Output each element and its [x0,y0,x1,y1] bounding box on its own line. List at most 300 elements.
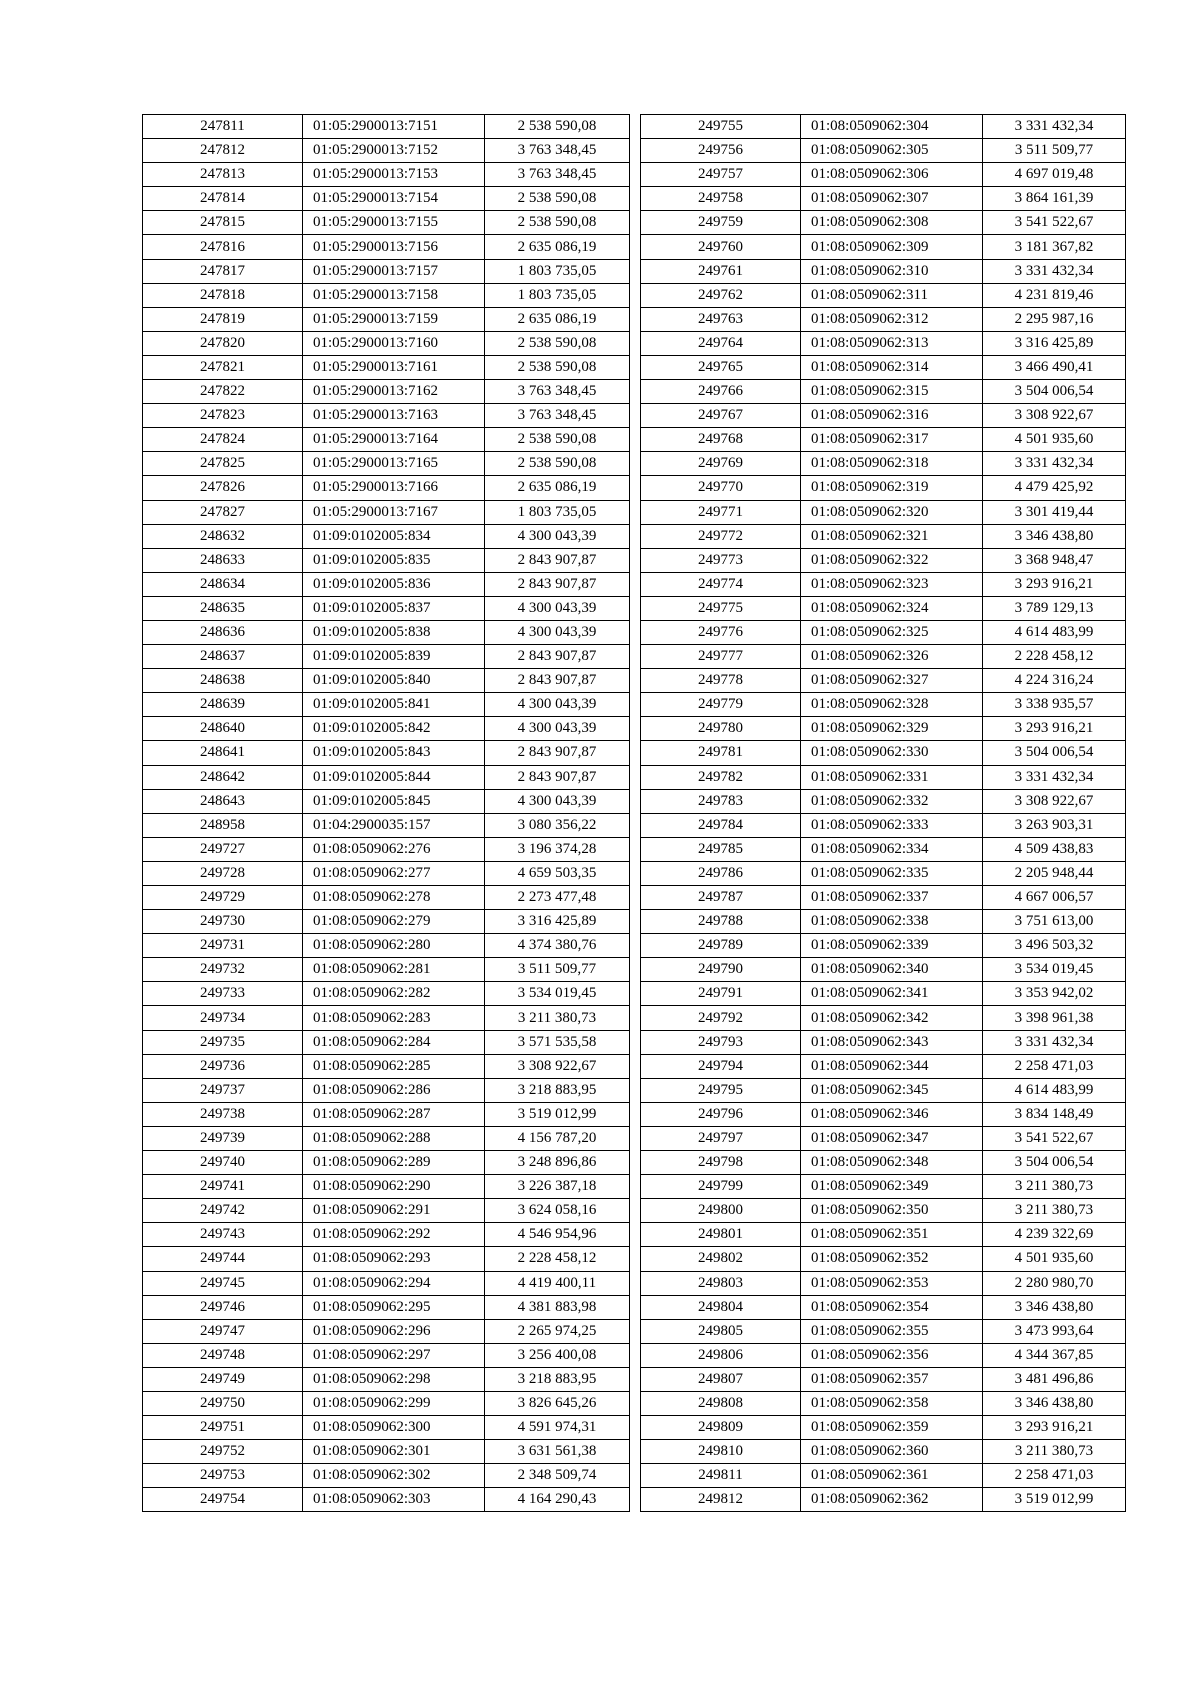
cadastral-number-cell: 01:08:0509062:356 [801,1343,983,1367]
record-number-cell: 249743 [143,1223,303,1247]
value-cell: 2 538 590,08 [485,211,630,235]
table-row [143,620,630,644]
record-number-cell: 249775 [641,596,801,620]
cadastral-number-cell: 01:08:0509062:311 [801,283,983,307]
value-cell: 2 538 590,08 [485,355,630,379]
record-number-cell: 249795 [641,1078,801,1102]
record-number-cell: 249766 [641,380,801,404]
table-row [143,476,630,500]
cadastral-number-cell: 01:08:0509062:291 [303,1199,485,1223]
cadastral-number-cell: 01:05:2900013:7162 [303,380,485,404]
table-row [143,1416,630,1440]
value-cell: 3 541 522,67 [983,1126,1126,1150]
value-cell: 2 348 509,74 [485,1464,630,1488]
table-row [143,115,630,139]
record-number-cell: 249761 [641,259,801,283]
value-cell: 4 156 787,20 [485,1126,630,1150]
record-number-cell: 249783 [641,789,801,813]
record-number-cell: 247824 [143,428,303,452]
record-number-cell: 248632 [143,524,303,548]
value-cell: 4 374 380,76 [485,934,630,958]
record-number-cell: 248639 [143,693,303,717]
table-row [641,1295,1126,1319]
record-number-cell: 249786 [641,861,801,885]
table-row [143,1199,630,1223]
table-row [143,934,630,958]
cadastral-number-cell: 01:08:0509062:284 [303,1030,485,1054]
table-row [143,1006,630,1030]
record-number-cell: 249779 [641,693,801,717]
record-number-cell: 248643 [143,789,303,813]
table-row [143,1295,630,1319]
cadastral-number-cell: 01:09:0102005:845 [303,789,485,813]
table-row [641,1223,1126,1247]
cadastral-number-cell: 01:08:0509062:288 [303,1126,485,1150]
record-number-cell: 249733 [143,982,303,1006]
record-number-cell: 249812 [641,1488,801,1512]
table-row [143,1488,630,1512]
value-cell: 3 789 129,13 [983,596,1126,620]
record-number-cell: 249730 [143,910,303,934]
table-row [143,259,630,283]
table-row [641,1391,1126,1415]
value-cell: 2 843 907,87 [485,765,630,789]
table-row [641,1030,1126,1054]
record-number-cell: 247821 [143,355,303,379]
record-number-cell: 247818 [143,283,303,307]
value-cell: 3 504 006,54 [983,1151,1126,1175]
record-number-cell: 249727 [143,837,303,861]
value-cell: 3 211 380,73 [983,1199,1126,1223]
record-number-cell: 249745 [143,1271,303,1295]
record-number-cell: 248636 [143,620,303,644]
table-row [143,163,630,187]
cadastral-number-cell: 01:08:0509062:361 [801,1464,983,1488]
record-number-cell: 249754 [143,1488,303,1512]
cadastral-number-cell: 01:05:2900013:7165 [303,452,485,476]
table-row [641,982,1126,1006]
value-cell: 3 181 367,82 [983,235,1126,259]
cadastral-number-cell: 01:09:0102005:839 [303,645,485,669]
cadastral-number-cell: 01:08:0509062:286 [303,1078,485,1102]
table-row [143,331,630,355]
cadastral-number-cell: 01:08:0509062:320 [801,500,983,524]
cadastral-number-cell: 01:05:2900013:7154 [303,187,485,211]
value-cell: 2 538 590,08 [485,187,630,211]
record-number-cell: 249771 [641,500,801,524]
value-cell: 3 331 432,34 [983,259,1126,283]
value-cell: 1 803 735,05 [485,259,630,283]
cadastral-number-cell: 01:05:2900013:7157 [303,259,485,283]
value-cell: 2 843 907,87 [485,548,630,572]
value-cell: 3 226 387,18 [485,1175,630,1199]
table-row [143,813,630,837]
table-row [641,886,1126,910]
cadastral-number-cell: 01:08:0509062:332 [801,789,983,813]
record-number-cell: 248637 [143,645,303,669]
table-row [143,235,630,259]
table-row [143,380,630,404]
table-row [143,500,630,524]
cadastral-number-cell: 01:08:0509062:297 [303,1343,485,1367]
value-cell: 3 346 438,80 [983,1391,1126,1415]
cadastral-number-cell: 01:08:0509062:305 [801,139,983,163]
record-number-cell: 247823 [143,404,303,428]
table-row [143,1102,630,1126]
value-cell: 2 228 458,12 [983,645,1126,669]
value-cell: 2 280 980,70 [983,1271,1126,1295]
cadastral-number-cell: 01:09:0102005:840 [303,669,485,693]
value-cell: 3 624 058,16 [485,1199,630,1223]
table-row [641,452,1126,476]
table-row [641,476,1126,500]
value-cell: 4 614 483,99 [983,1078,1126,1102]
cadastral-number-cell: 01:08:0509062:282 [303,982,485,1006]
record-number-cell: 249776 [641,620,801,644]
value-cell: 3 346 438,80 [983,1295,1126,1319]
cadastral-number-cell: 01:09:0102005:837 [303,596,485,620]
record-number-cell: 249787 [641,886,801,910]
record-number-cell: 247811 [143,115,303,139]
record-number-cell: 249806 [641,1343,801,1367]
record-number-cell: 248635 [143,596,303,620]
cadastral-number-cell: 01:08:0509062:343 [801,1030,983,1054]
value-cell: 3 301 419,44 [983,500,1126,524]
cadastral-number-cell: 01:08:0509062:340 [801,958,983,982]
value-cell: 4 501 935,60 [983,428,1126,452]
value-cell: 2 843 907,87 [485,741,630,765]
table-row [143,1343,630,1367]
value-cell: 4 344 367,85 [983,1343,1126,1367]
value-cell: 2 228 458,12 [485,1247,630,1271]
record-number-cell: 249791 [641,982,801,1006]
value-cell: 2 538 590,08 [485,331,630,355]
value-cell: 4 419 400,11 [485,1271,630,1295]
cadastral-number-cell: 01:08:0509062:334 [801,837,983,861]
value-cell: 3 834 148,49 [983,1102,1126,1126]
cadastral-number-cell: 01:05:2900013:7159 [303,307,485,331]
cadastral-number-cell: 01:08:0509062:315 [801,380,983,404]
cadastral-number-cell: 01:09:0102005:834 [303,524,485,548]
record-number-cell: 249774 [641,572,801,596]
record-number-cell: 249785 [641,837,801,861]
record-number-cell: 247826 [143,476,303,500]
value-cell: 2 635 086,19 [485,235,630,259]
value-cell: 3 248 896,86 [485,1151,630,1175]
record-number-cell: 249741 [143,1175,303,1199]
cadastral-number-cell: 01:08:0509062:321 [801,524,983,548]
cadastral-number-cell: 01:09:0102005:844 [303,765,485,789]
left-table-body [143,115,630,1512]
table-row [143,1030,630,1054]
value-cell: 3 293 916,21 [983,572,1126,596]
table-row [641,837,1126,861]
cadastral-number-cell: 01:08:0509062:294 [303,1271,485,1295]
cadastral-number-cell: 01:05:2900013:7152 [303,139,485,163]
value-cell: 3 196 374,28 [485,837,630,861]
record-number-cell: 248958 [143,813,303,837]
record-number-cell: 249784 [641,813,801,837]
right-table-body [641,115,1126,1512]
record-number-cell: 249753 [143,1464,303,1488]
cadastral-number-cell: 01:08:0509062:330 [801,741,983,765]
cadastral-number-cell: 01:08:0509062:350 [801,1199,983,1223]
table-row [143,283,630,307]
table-row [641,139,1126,163]
value-cell: 4 614 483,99 [983,620,1126,644]
value-cell: 3 631 561,38 [485,1440,630,1464]
value-cell: 2 273 477,48 [485,886,630,910]
cadastral-number-cell: 01:08:0509062:326 [801,645,983,669]
value-cell: 4 164 290,43 [485,1488,630,1512]
value-cell: 3 080 356,22 [485,813,630,837]
cadastral-number-cell: 01:09:0102005:841 [303,693,485,717]
value-cell: 2 635 086,19 [485,476,630,500]
table-row [641,1078,1126,1102]
value-cell: 3 331 432,34 [983,115,1126,139]
cadastral-number-cell: 01:09:0102005:836 [303,572,485,596]
cadastral-number-cell: 01:08:0509062:316 [801,404,983,428]
value-cell: 3 826 645,26 [485,1391,630,1415]
table-row [143,404,630,428]
table-row [641,331,1126,355]
cadastral-number-cell: 01:08:0509062:304 [801,115,983,139]
value-cell: 4 697 019,48 [983,163,1126,187]
table-row [641,1199,1126,1223]
cadastral-number-cell: 01:08:0509062:329 [801,717,983,741]
cadastral-number-cell: 01:08:0509062:346 [801,1102,983,1126]
value-cell: 3 316 425,89 [485,910,630,934]
cadastral-number-cell: 01:04:2900035:157 [303,813,485,837]
record-number-cell: 249781 [641,741,801,765]
value-cell: 2 258 471,03 [983,1054,1126,1078]
table-row [641,1416,1126,1440]
table-row [143,307,630,331]
record-number-cell: 249760 [641,235,801,259]
record-number-cell: 247812 [143,139,303,163]
cadastral-number-cell: 01:08:0509062:319 [801,476,983,500]
cadastral-number-cell: 01:08:0509062:324 [801,596,983,620]
table-row [641,404,1126,428]
value-cell: 3 353 942,02 [983,982,1126,1006]
table-row [641,910,1126,934]
table-row [641,958,1126,982]
value-cell: 2 635 086,19 [485,307,630,331]
value-cell: 4 381 883,98 [485,1295,630,1319]
table-row [143,645,630,669]
cadastral-number-cell: 01:08:0509062:328 [801,693,983,717]
value-cell: 3 256 400,08 [485,1343,630,1367]
value-cell: 3 338 935,57 [983,693,1126,717]
record-number-cell: 249739 [143,1126,303,1150]
record-number-cell: 249738 [143,1102,303,1126]
value-cell: 4 509 438,83 [983,837,1126,861]
record-number-cell: 249747 [143,1319,303,1343]
table-row [641,741,1126,765]
cadastral-number-cell: 01:08:0509062:323 [801,572,983,596]
table-row [143,1223,630,1247]
record-number-cell: 249780 [641,717,801,741]
table-row [143,139,630,163]
table-row [641,163,1126,187]
cadastral-number-cell: 01:08:0509062:345 [801,1078,983,1102]
record-number-cell: 249811 [641,1464,801,1488]
record-number-cell: 249808 [641,1391,801,1415]
cadastral-number-cell: 01:08:0509062:314 [801,355,983,379]
table-row [143,428,630,452]
value-cell: 3 571 535,58 [485,1030,630,1054]
table-row [143,765,630,789]
cadastral-number-cell: 01:08:0509062:290 [303,1175,485,1199]
value-cell: 4 239 322,69 [983,1223,1126,1247]
table-row [143,693,630,717]
right-table [640,114,1126,1512]
value-cell: 3 481 496,86 [983,1367,1126,1391]
record-number-cell: 249790 [641,958,801,982]
table-row [143,741,630,765]
table-row [641,283,1126,307]
value-cell: 3 308 922,67 [983,404,1126,428]
cadastral-number-cell: 01:08:0509062:312 [801,307,983,331]
table-row [641,380,1126,404]
record-number-cell: 247827 [143,500,303,524]
value-cell: 4 224 316,24 [983,669,1126,693]
table-row [641,1054,1126,1078]
table-row [641,1367,1126,1391]
cadastral-number-cell: 01:08:0509062:327 [801,669,983,693]
cadastral-number-cell: 01:05:2900013:7164 [303,428,485,452]
table-row [641,1488,1126,1512]
cadastral-number-cell: 01:08:0509062:338 [801,910,983,934]
cadastral-number-cell: 01:08:0509062:358 [801,1391,983,1415]
table-row [143,572,630,596]
cadastral-number-cell: 01:08:0509062:337 [801,886,983,910]
table-row [641,1247,1126,1271]
value-cell: 3 511 509,77 [983,139,1126,163]
table-row [143,187,630,211]
table-row [641,355,1126,379]
record-number-cell: 248641 [143,741,303,765]
record-number-cell: 249746 [143,1295,303,1319]
table-row [641,813,1126,837]
table-row [641,1151,1126,1175]
table-row [143,1078,630,1102]
table-row [143,211,630,235]
value-cell: 4 231 819,46 [983,283,1126,307]
value-cell: 3 263 903,31 [983,813,1126,837]
value-cell: 4 479 425,92 [983,476,1126,500]
record-number-cell: 249763 [641,307,801,331]
table-row [143,596,630,620]
value-cell: 3 293 916,21 [983,1416,1126,1440]
table-row [143,1126,630,1150]
record-number-cell: 249796 [641,1102,801,1126]
value-cell: 3 504 006,54 [983,380,1126,404]
value-cell: 3 308 922,67 [983,789,1126,813]
record-number-cell: 249799 [641,1175,801,1199]
value-cell: 3 308 922,67 [485,1054,630,1078]
value-cell: 3 519 012,99 [983,1488,1126,1512]
cadastral-number-cell: 01:08:0509062:279 [303,910,485,934]
value-cell: 3 211 380,73 [485,1006,630,1030]
value-cell: 3 398 961,38 [983,1006,1126,1030]
record-number-cell: 249773 [641,548,801,572]
cadastral-number-cell: 01:08:0509062:280 [303,934,485,958]
table-row [143,958,630,982]
value-cell: 2 538 590,08 [485,115,630,139]
record-number-cell: 247822 [143,380,303,404]
table-row [641,934,1126,958]
value-cell: 3 763 348,45 [485,380,630,404]
record-number-cell: 247816 [143,235,303,259]
table-row [143,861,630,885]
record-number-cell: 249731 [143,934,303,958]
table-row [641,1271,1126,1295]
value-cell: 3 864 161,39 [983,187,1126,211]
table-row [143,1319,630,1343]
cadastral-number-cell: 01:08:0509062:310 [801,259,983,283]
value-cell: 3 496 503,32 [983,934,1126,958]
table-row [143,1391,630,1415]
cadastral-number-cell: 01:08:0509062:302 [303,1464,485,1488]
value-cell: 3 466 490,41 [983,355,1126,379]
record-number-cell: 248633 [143,548,303,572]
record-number-cell: 249755 [641,115,801,139]
cadastral-number-cell: 01:08:0509062:318 [801,452,983,476]
table-row [641,211,1126,235]
table-row [641,259,1126,283]
record-number-cell: 249788 [641,910,801,934]
value-cell: 3 763 348,45 [485,404,630,428]
record-number-cell: 249778 [641,669,801,693]
value-cell: 3 763 348,45 [485,163,630,187]
value-cell: 4 300 043,39 [485,717,630,741]
table-row [143,1271,630,1295]
value-cell: 2 205 948,44 [983,861,1126,885]
cadastral-number-cell: 01:05:2900013:7161 [303,355,485,379]
table-row [143,1440,630,1464]
table-row [641,1464,1126,1488]
value-cell: 2 843 907,87 [485,645,630,669]
value-cell: 4 300 043,39 [485,693,630,717]
value-cell: 4 501 935,60 [983,1247,1126,1271]
record-number-cell: 249782 [641,765,801,789]
cadastral-number-cell: 01:05:2900013:7155 [303,211,485,235]
record-number-cell: 249757 [641,163,801,187]
table-row [641,1006,1126,1030]
cadastral-number-cell: 01:08:0509062:307 [801,187,983,211]
cadastral-number-cell: 01:08:0509062:333 [801,813,983,837]
value-cell: 2 843 907,87 [485,669,630,693]
record-number-cell: 249740 [143,1151,303,1175]
cadastral-number-cell: 01:05:2900013:7167 [303,500,485,524]
record-number-cell: 249756 [641,139,801,163]
cadastral-number-cell: 01:05:2900013:7151 [303,115,485,139]
table-row [143,1175,630,1199]
record-number-cell: 249767 [641,404,801,428]
cadastral-number-cell: 01:08:0509062:293 [303,1247,485,1271]
value-cell: 2 538 590,08 [485,428,630,452]
cadastral-number-cell: 01:08:0509062:283 [303,1006,485,1030]
cadastral-number-cell: 01:08:0509062:325 [801,620,983,644]
record-number-cell: 249735 [143,1030,303,1054]
value-cell: 4 300 043,39 [485,596,630,620]
record-number-cell: 249751 [143,1416,303,1440]
record-number-cell: 249749 [143,1367,303,1391]
cadastral-number-cell: 01:08:0509062:331 [801,765,983,789]
cadastral-number-cell: 01:08:0509062:309 [801,235,983,259]
value-cell: 4 659 503,35 [485,861,630,885]
